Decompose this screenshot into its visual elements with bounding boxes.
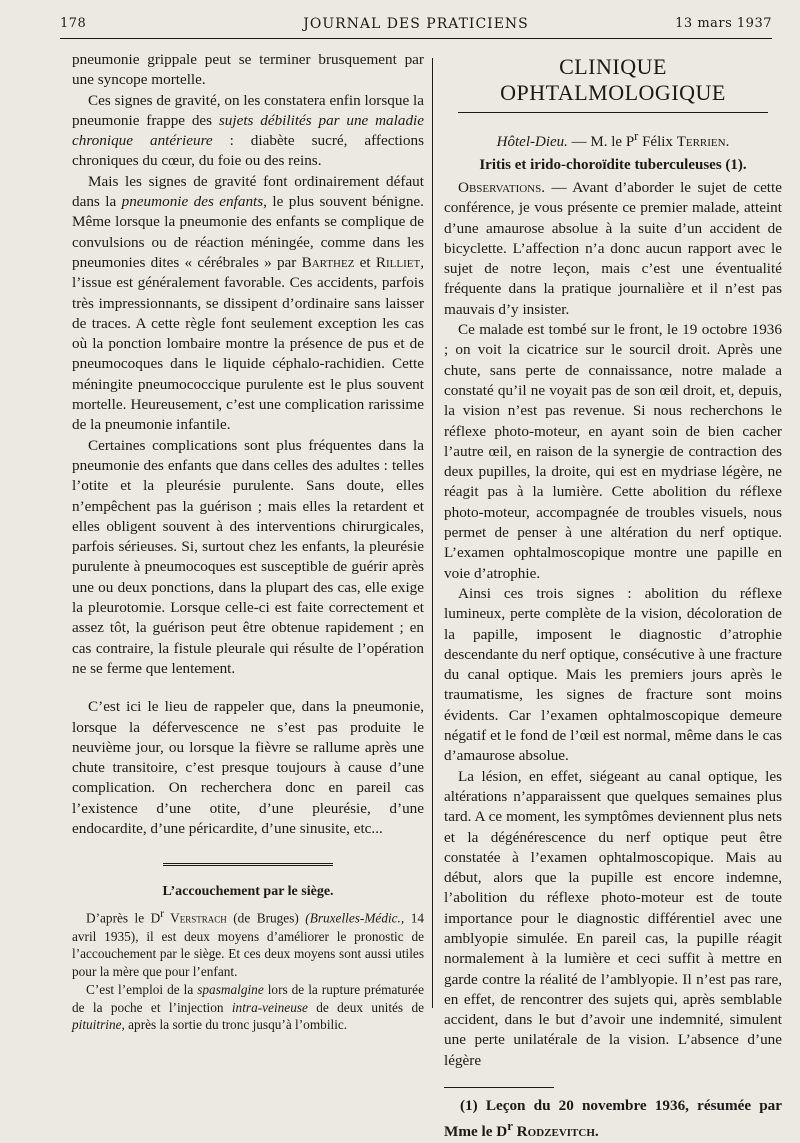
- page-number: 178: [60, 16, 87, 31]
- paragraph: pneumonie grippale peut se terminer brusquement par une syncope mortelle.: [72, 51, 424, 89]
- section-divider: [163, 863, 333, 866]
- paragraph: Ces signes de gravité, on les constatera enfin lorsque la pneumonie frappe des sujets débilités par une maladie chronique antérieure : diabète sucré, affections chroniques du cœur, du foie ou des reins.: [72, 91, 424, 170]
- paragraph: Mais les signes de gravité font ordinairement défaut dans la pneumonie des enfants, le plus souvent bénigne. Même lorsque la pneumonie des enfants se complique de convulsions ou de réaction méningée, comme dans les pneumonies dites « cérébrales » par Barthez et Rilliet, l’issue est généralement favorable. Ces accidents, parfois très impressionnants, se dissipent d’ordinaire sans laisser de traces. A cette règle font seulement exception les cas où la ponction lombaire montre la présence de pus et de pneumocoques dans le liquide céphalo-rachidien. Cette méningite pneumococcique purulente est le plus souvent mortelle. Heureusement, c’est une complication rarissime de la pneumonie infantile.: [72, 172, 424, 434]
- header-rule: [60, 38, 772, 39]
- paragraph: Certaines complications sont plus fréquentes dans la pneumonie des enfants que dans celles des adultes : telles l’otite et la pleurésie purulente. Sans doute, elles n’empêchent pas la guérison ; mais elles la retardent et elles obligent souvent à des interventions chirurgicales, parfois sérieuses. Si, surtout chez les enfants, la pleurésie purulente à pneumocoques est susceptible de guérir après une ou deux ponctions, dans la plupart des cas, elle exige la pleurotomie. Lorsque celle-ci est faite correctement et assez tôt, la guérison peut être obtenue rapidement ; en cas contraire, la fistule pleurale qui résulte de l’opération ne se ferme que lentement.: [72, 436, 424, 677]
- lecture-title: Iritis et irido-choroïdite tuberculeuses (1).: [479, 157, 747, 173]
- lecture-attribution: Hôtel-Dieu. — M. le $P^r$ Félix Terrien.: [496, 129, 730, 150]
- news-item: [72, 884, 424, 1034]
- paragraph: Ce malade est tombé sur le front, le 19 octobre 1936 ; on voit la cicatrice sur le sourcil droit. Après une chute, sans perte de connaissance, notre malade a constaté qu’il ne voyait pas de son œil droit, et, depuis, la vision n’est pas revenue. Si nous recherchons le réflexe photo-moteur, en ayant soin de bien cacher l’autre œil, en raison de la synergie de contraction des deux pupilles, la droite, qui est en mydriase légère, ne réagit pas à la lumière. Cette abolition du réflexe photo-moteur, accompagnée de troubles visuels, nous permet de penser à une altération du nerf optique. L’examen ophtalmoscopique montre une papille en voie d’atrophie.: [444, 321, 782, 582]
- paragraph: Observations. — Avant d’aborder le sujet de cette conférence, je vous présente ce premier malade, atteint d’une amaurose absolue à la suite d’un accident de bicyclette. L’affection n’a donc aucun rapport avec le sujet de notre leçon, mais c’est une éventualité fréquente dans la pratique journalière et il n’est pas mauvais d’y insister.: [444, 179, 782, 318]
- running-header: [60, 14, 772, 36]
- paragraph: C’est l’emploi de la spasmalgine lors de la rupture prématurée de la poche et l’injection intra-veineuse de deux unités de pituitrine, après la sortie du tronc jusqu’à l’ombilic.: [72, 981, 424, 1033]
- paragraph: C’est ici le lieu de rappeler que, dans la pneumonie, lorsque la défervescence ne s’est pas produite le neuvième jour, ou lorsque la fièvre se rallume après une chute transitoire, c’est presque toujours à cause d’une complication. On recherchera donc en pareil cas l’existence d’une otite, d’une pleurésie, d’une endocardite, d’une péricardite, d’une sinusite, etc...: [72, 698, 424, 837]
- footnote: (1) Leçon du 20 novembre 1936, résumée par Mme le $D^r$ Rodzevitch.: [444, 1097, 782, 1141]
- section-title: CLINIQUE OPHTALMOLOGIQUE: [458, 54, 768, 113]
- paragraph: La lésion, en effet, siégeant au canal optique, les altérations n’apparaissent que quelques semaines plus tard. A ce moment, les symptômes deviennent plus nets et la dégénérescence du nerf optique peut être constatée à l’examen ophtalmoscopique. Mais au début, alors que la pupille est encore indemne, l’abolition du réflexe photo-moteur est de toute importance pour le diagnostic différentiel avec une amblyopie simulée. En pareil cas, la pupille réagit normalement à la lumière et ceci suffit à mettre en garde contre la réalité de l’amblyopie. Il n’est pas rare, en effet, de rencontrer des sujets qui, après semblable accident, dans le but d’avoir une indemnité, simulent une perte unilatérale de la vision. L’absence d’une légère: [444, 767, 782, 1069]
- left-column: [72, 50, 424, 1034]
- paragraph: D’après le $D^r$ Verstrach (de Bruges) (Bruxelles-Médic., 14 avril 1935), il est deux moyens d’améliorer le pronostic de l’accouchement par le siège. Et ces deux moyens sont aussi utiles pour la mère que pour l’enfant.: [72, 908, 424, 980]
- journal-title: JOURNAL DES PRATICIENS: [303, 16, 529, 32]
- right-column: [444, 50, 782, 1143]
- issue-date: 13 mars 1937: [675, 16, 772, 31]
- news-title: L’accouchement par le siège.: [162, 884, 334, 900]
- paragraph: Ainsi ces trois signes : abolition du réflexe lumineux, perte complète de la vision, décoloration de la papille, imposent le diagnostic d’atrophie descendante du nerf optique, consécutive à une fracture du canal optique. Mais les premiers jours après le traumatisme, les signes de fracture sont moins évidents. Car l’examen ophtalmoscopique demeure négatif et le fond de l’œil est normal, même dans le cas d’amaurose absolue.: [444, 584, 782, 765]
- column-divider: [432, 58, 433, 1008]
- footnote-rule: [444, 1087, 554, 1088]
